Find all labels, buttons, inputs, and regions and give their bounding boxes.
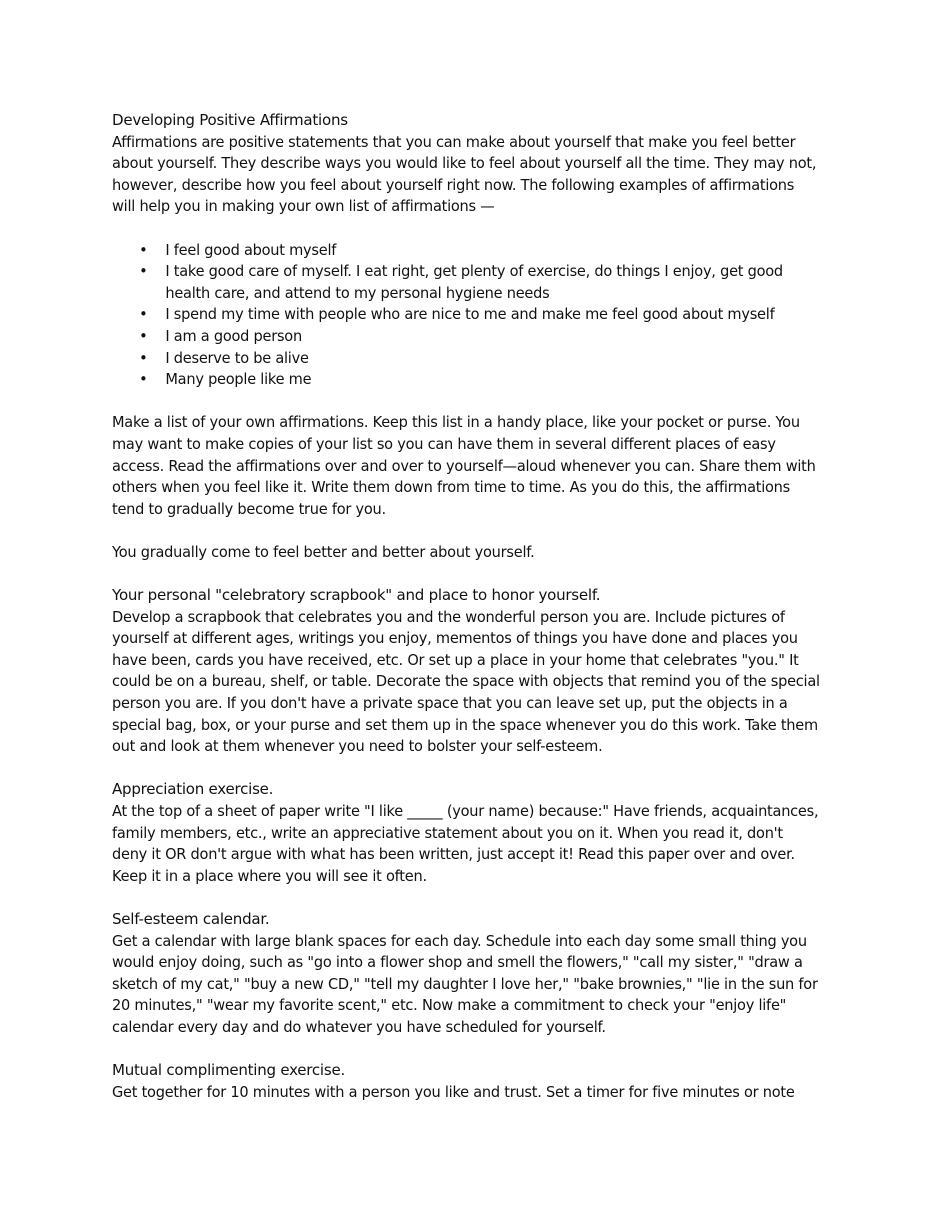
- bullet-icon: •: [139, 348, 148, 367]
- affirmations-intro: Affirmations are positive statements that you can make about yourself that make you feel better about yourself. They describe ways you would like to feel about yourself all the time. They may not, however, describe how you feel about yourself right now. The following examples of affirmations will help you in making your own list of affirmations —: [112, 132, 817, 216]
- list-item: [112, 261, 820, 304]
- list-item: [112, 326, 820, 348]
- section-heading-appreciation: Appreciation exercise.: [112, 780, 274, 799]
- list-item-text: I am a good person: [165, 326, 302, 345]
- calendar-body: Get a calendar with large blank spaces for each day. Schedule into each day some small thing you would enjoy doing, such as "go into a flower shop and smell the flowers," "call my sister," "draw a sketch of my cat," "buy a new CD," "tell my daughter I love her," "bake brownies," "lie in the sun for 20 minutes," "wear my favorite scent," etc. Now make a commitment to check your "enjoy life" calendar every day and do whatever you have scheduled for yourself.: [112, 931, 818, 1036]
- list-item: [112, 304, 820, 326]
- scrapbook-body: Develop a scrapbook that celebrates you and the wonderful person you are. Include pictures of yourself at different ages, writings you enjoy, mementos of things you have done and places you have been, cards you have received, etc. Or set up a place in your home that celebrates "you." It could be on a bureau, shelf, or table. Decorate the space with objects that remind you of the special person you are. If you don't have a private space that you can leave set up, put the objects in a special bag, box, or your purse and set them up in the space whenever you do this work. Take them out and look at them whenever you need to bolster your self-esteem.: [112, 607, 820, 756]
- affirmations-closing: You gradually come to feel better and better about yourself.: [112, 542, 535, 561]
- bullet-icon: •: [139, 305, 148, 324]
- section-mutual: [112, 1060, 820, 1103]
- bullet-icon: •: [139, 370, 148, 389]
- section-scrapbook: [112, 585, 820, 758]
- section-heading-mutual: Mutual complimenting exercise.: [112, 1061, 346, 1080]
- list-item-text: I spend my time with people who are nice to me and make me feel good about myself: [165, 305, 775, 324]
- list-item-text: Many people like me: [165, 370, 312, 389]
- list-item-text: I deserve to be alive: [165, 348, 309, 367]
- mutual-body: Get together for 10 minutes with a person you like and trust. Set a timer for five minutes or note: [112, 1082, 795, 1101]
- affirmations-list: [112, 240, 820, 391]
- section-appreciation: [112, 779, 820, 887]
- bullet-icon: •: [139, 262, 148, 281]
- list-item-text: I take good care of myself. I eat right, get plenty of exercise, do things I enjoy, get good health care, and attend to my personal hygiene needs: [165, 262, 783, 302]
- appreciation-body: At the top of a sheet of paper write "I like _____ (your name) because:" Have friends, acquaintances, family members, etc., write an appreciative statement about you on it. When you read it, don't deny it OR don't argue with what has been written, just accept it! Read this paper over and over. Keep it in a place where you will see it often.: [112, 802, 819, 885]
- section-heading-scrapbook: Your personal "celebratory scrapbook" and place to honor yourself.: [112, 586, 601, 605]
- section-calendar: [112, 909, 820, 1039]
- document-page: [112, 110, 820, 1103]
- affirmations-body: Make a list of your own affirmations. Keep this list in a handy place, like your pocket or purse. You may want to make copies of your list so you can have them in several different places of easy access. Read the affirmations over and over to yourself—aloud whenever you can. Share them with others when you feel like it. Write them down from time to time. As you do this, the affirmations tend to gradually become true for you.: [112, 413, 816, 518]
- list-item: [112, 240, 820, 262]
- section-heading-affirmations: Developing Positive Affirmations: [112, 111, 348, 129]
- bullet-icon: •: [139, 326, 148, 345]
- bullet-icon: •: [139, 240, 148, 259]
- section-affirmations: [112, 110, 820, 563]
- list-item: [112, 348, 820, 370]
- section-heading-calendar: Self-esteem calendar.: [112, 909, 270, 928]
- list-item: [112, 369, 820, 391]
- list-item-text: I feel good about myself: [165, 240, 337, 259]
